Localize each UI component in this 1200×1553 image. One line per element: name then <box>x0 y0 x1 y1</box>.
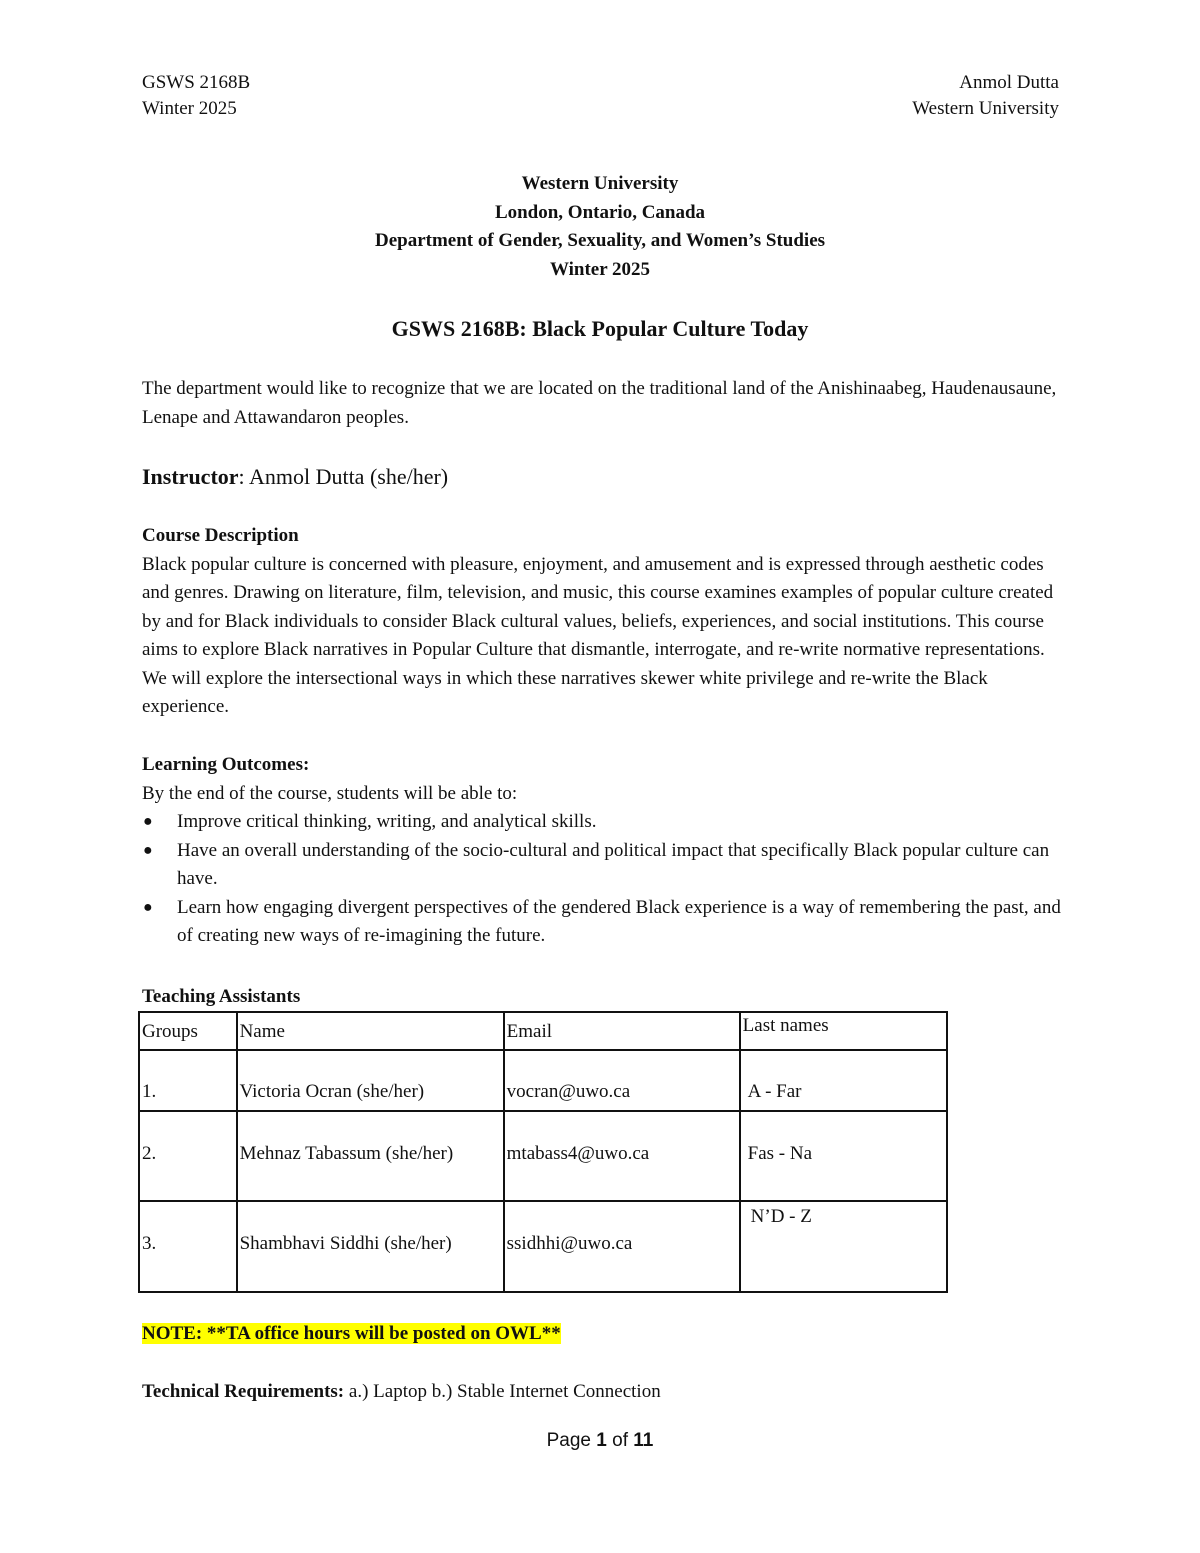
note-highlight-2: OWL** <box>495 1323 561 1344</box>
table-cell: Shambhavi Siddhi (she/her) <box>237 1201 504 1292</box>
table-cell: Victoria Ocran (she/her) <box>237 1050 504 1111</box>
footer-of-word: of <box>606 1430 634 1451</box>
table-row <box>139 1201 947 1292</box>
table-cell: 2. <box>139 1111 237 1201</box>
table-cell: Fas - Na <box>740 1111 947 1201</box>
list-item-text: Improve critical thinking, writing, and analytical skills. <box>177 811 597 832</box>
technical-requirements-value: a.) Laptop b.) Stable Internet Connection <box>344 1381 661 1402</box>
list-item <box>142 808 1062 837</box>
table-cell[interactable]: vocran@uwo.ca <box>504 1050 740 1111</box>
title-location: London, Ontario, Canada <box>494 201 706 223</box>
footer-page-number: 1 <box>596 1430 607 1451</box>
course-description-section <box>142 522 1062 722</box>
list-item <box>142 894 1062 951</box>
bullet-icon: ● <box>143 841 153 859</box>
table-cell: Mehnaz Tabassum (she/her) <box>237 1111 504 1201</box>
title-department: Department of Gender, Sexuality, and Women’s Studies <box>374 230 826 251</box>
table-header-cell: Email <box>504 1012 740 1050</box>
learning-outcomes-intro: By the end of the course, students will be able to: <box>142 782 518 804</box>
learning-outcomes-list <box>142 808 1062 951</box>
table-cell[interactable]: ssidhhi@uwo.ca <box>504 1201 740 1292</box>
instructor-label: Instructor <box>142 464 239 489</box>
ta-office-hours-note <box>142 1320 561 1348</box>
table-cell: 3. <box>139 1201 237 1292</box>
header-course-code: GSWS 2168B <box>142 72 251 93</box>
course-title: GSWS 2168B: Black Popular Culture Today <box>391 316 809 341</box>
course-description-heading: Course Description <box>142 525 299 546</box>
header-right <box>912 70 1059 122</box>
table-cell: N’D - Z <box>740 1201 947 1292</box>
footer-page-word: Page <box>546 1430 597 1451</box>
table-cell: 1. <box>139 1050 237 1111</box>
table-row <box>139 1050 947 1111</box>
technical-requirements-label: Technical Requirements: <box>142 1381 345 1402</box>
learning-outcomes-heading: Learning Outcomes: <box>142 754 310 775</box>
teaching-assistants-heading: Teaching Assistants <box>142 986 301 1007</box>
table-cell[interactable]: mtabass4@uwo.ca <box>504 1111 740 1201</box>
table-header-cell: Groups <box>139 1012 237 1050</box>
table-header-row <box>139 1012 947 1050</box>
title-block <box>0 170 1200 284</box>
footer-page-total: 11 <box>633 1430 654 1451</box>
course-description-text: Black popular culture is concerned with pleasure, enjoyment, and amusement and is expressed through aesthetic codes and genres. Drawing on literature, film, television, and music, this course examines examples of popular culture created by and for Black individuals to consider Black cultural values, beliefs, experiences, and social institutions. This course aims to explore Black narratives in Popular Culture that dismantle, interrogate, and re-write normative representations. We will explore the intersectional ways in which these narratives skewer white privilege and re-write the Black experience. <box>142 553 1054 717</box>
table-cell: A - Far <box>740 1050 947 1111</box>
technical-requirements <box>142 1378 661 1406</box>
bullet-icon: ● <box>143 898 153 916</box>
table-row <box>139 1111 947 1201</box>
table-header-cell: Last names <box>740 1012 947 1050</box>
list-item-text: Learn how engaging divergent perspectives of the gendered Black experience is a way of remembering the past, and of creating new ways of re-imagining the future. <box>177 896 1061 946</box>
list-item <box>142 837 1062 894</box>
title-term: Winter 2025 <box>549 258 651 280</box>
teaching-assistants-table <box>138 1011 948 1293</box>
header-left <box>142 70 250 122</box>
page-footer <box>0 1430 1200 1452</box>
header-institution: Western University <box>912 98 1059 119</box>
land-acknowledgement: The department would like to recognize that we are located on the traditional land of the Anishinaabeg, Haudenausaune, Lenape and Attawandaron peoples. <box>142 378 1057 428</box>
bullet-icon: ● <box>143 813 153 830</box>
header-term: Winter 2025 <box>142 98 237 119</box>
note-highlight-1: NOTE: **TA office hours will be posted on <box>142 1323 496 1344</box>
instructor-value: Anmol Dutta (she/her) <box>244 464 449 489</box>
title-university: Western University <box>521 173 679 194</box>
instructor-line <box>142 463 1062 492</box>
instructor-colon: : <box>238 464 245 489</box>
learning-outcomes-section <box>142 751 1062 951</box>
list-item-text: Have an overall understanding of the socio-cultural and political impact that specifically Black popular culture can have. <box>177 839 1050 889</box>
table-header-cell: Name <box>237 1012 504 1050</box>
header-author: Anmol Dutta <box>959 72 1059 93</box>
